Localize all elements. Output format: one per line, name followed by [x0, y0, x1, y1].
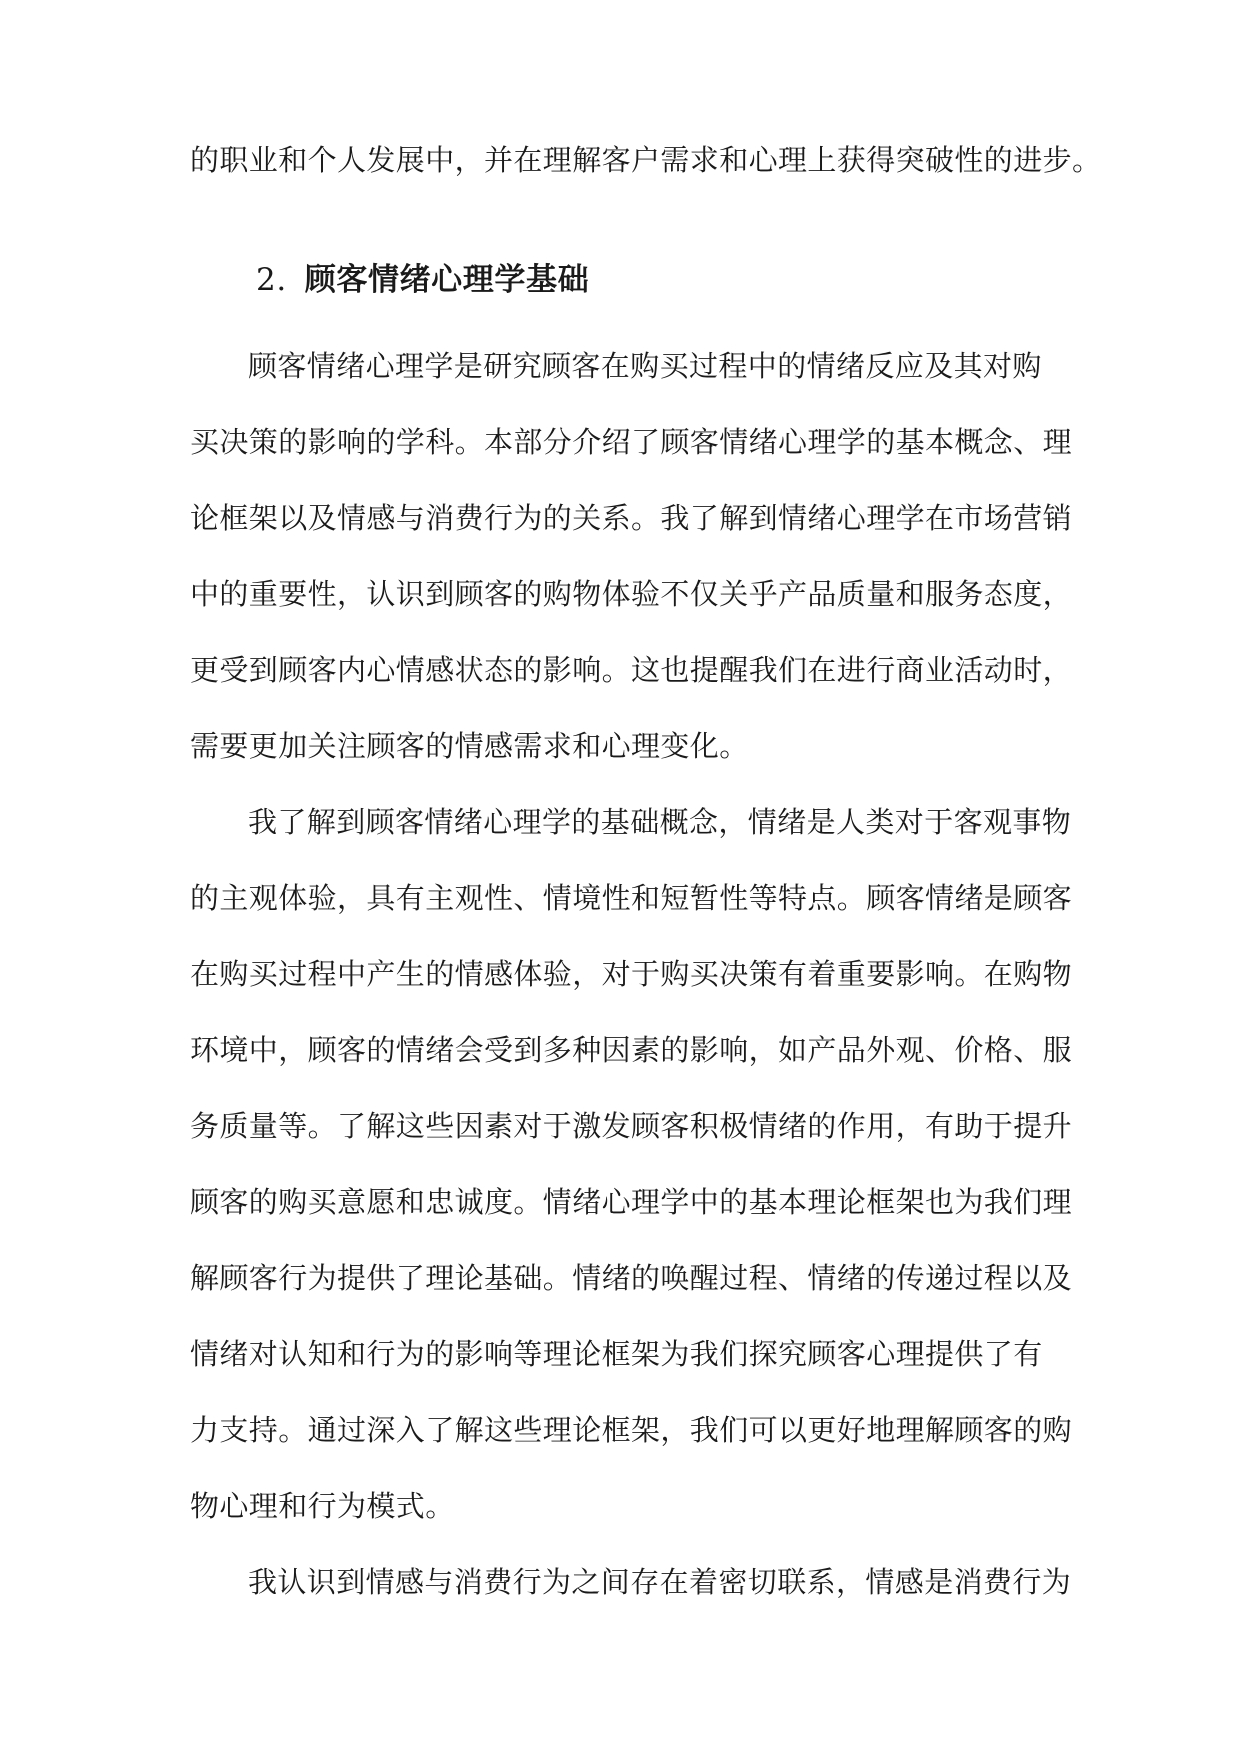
- paragraph-line: 在购买过程中产生的情感体验，对于购买决策有着重要影响。在购物: [190, 957, 1073, 991]
- paragraph-line: 解顾客行为提供了理论基础。情绪的唤醒过程、情绪的传递过程以及: [190, 1261, 1073, 1295]
- paragraph-line: 的主观体验，具有主观性、情境性和短暂性等特点。顾客情绪是顾客: [190, 881, 1073, 915]
- paragraph-line: 我了解到顾客情绪心理学的基础概念，情绪是人类对于客观事物: [248, 805, 1072, 839]
- paragraph-line: 中的重要性，认识到顾客的购物体验不仅关乎产品质量和服务态度，: [190, 577, 1073, 611]
- paragraph-line: 买决策的影响的学科。本部分介绍了顾客情绪心理学的基本概念、理: [190, 425, 1073, 459]
- paragraph-line: 更受到顾客内心情感状态的影响。这也提醒我们在进行商业活动时，: [190, 653, 1073, 687]
- paragraph-line: 论框架以及情感与消费行为的关系。我了解到情绪心理学在市场营销: [190, 501, 1073, 535]
- paragraph-line: 力支持。通过深入了解这些理论框架，我们可以更好地理解顾客的购: [190, 1413, 1073, 1447]
- paragraph-line: 物心理和行为模式。: [190, 1489, 455, 1523]
- paragraph-line: 需要更加关注顾客的情感需求和心理变化。: [190, 729, 749, 763]
- paragraph-line: 我认识到情感与消费行为之间存在着密切联系，情感是消费行为: [248, 1565, 1072, 1599]
- paragraph-line: 顾客的购买意愿和忠诚度。情绪心理学中的基本理论框架也为我们理: [190, 1185, 1073, 1219]
- paragraph-line: 环境中，顾客的情绪会受到多种因素的影响，如产品外观、价格、服: [190, 1033, 1073, 1067]
- section-title: 顾客情绪心理学基础: [304, 262, 590, 298]
- paragraph-line: 务质量等。了解这些因素对于激发顾客积极情绪的作用，有助于提升: [190, 1109, 1073, 1143]
- section-heading: [256, 258, 589, 302]
- paragraph-line: 顾客情绪心理学是研究顾客在购买过程中的情绪反应及其对购: [248, 349, 1042, 383]
- paragraph-line: 情绪对认知和行为的影响等理论框架为我们探究顾客心理提供了有: [190, 1337, 1043, 1371]
- carry-over-line: 的职业和个人发展中，并在理解客户需求和心理上获得突破性的进步。: [190, 143, 1102, 177]
- section-number: 2.: [256, 262, 287, 298]
